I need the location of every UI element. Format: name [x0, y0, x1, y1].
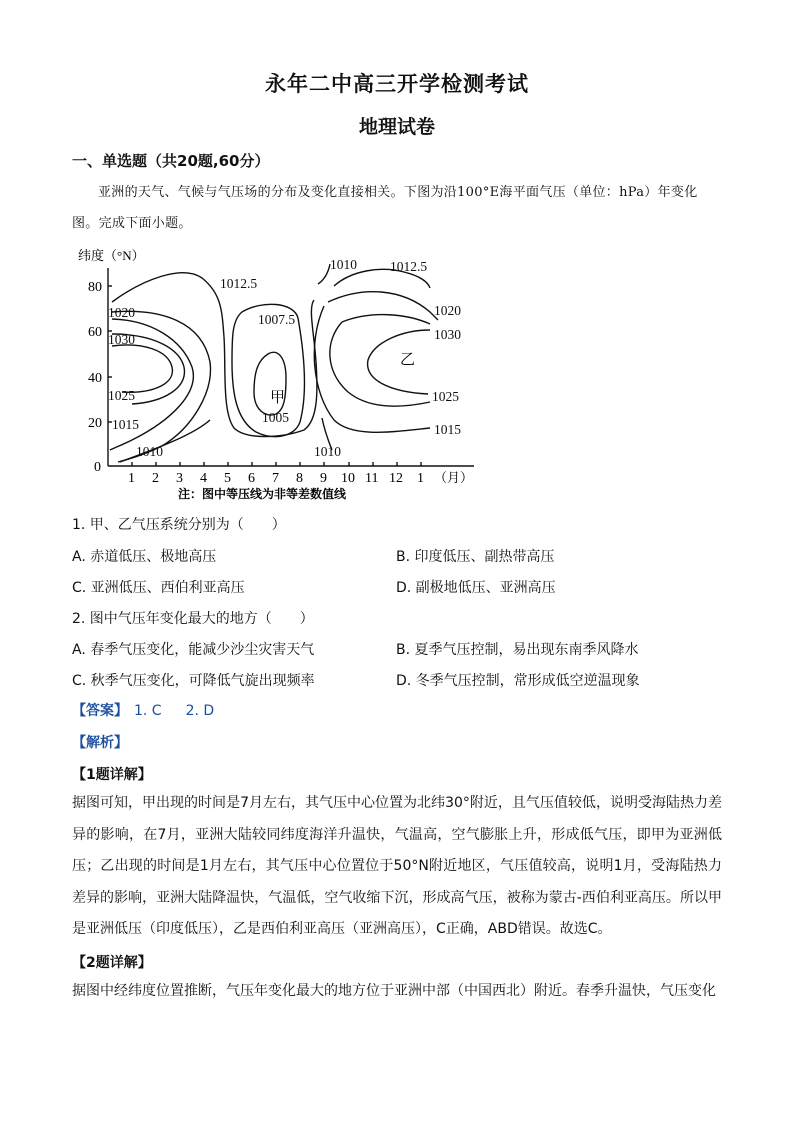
isobar-1030-right: [368, 330, 430, 394]
answer-tag: 【答案】: [72, 703, 128, 719]
q2-option-a[interactable]: A. 春季气压变化，能减少沙尘灾害天气: [72, 642, 315, 658]
svg-text:1020: 1020: [434, 303, 461, 318]
svg-text:1012.5: 1012.5: [390, 259, 428, 274]
q1-option-b[interactable]: B. 印度低压、副热带高压: [396, 549, 555, 565]
q1-option-a[interactable]: A. 赤道低压、极地高压: [72, 549, 217, 565]
y-axis-label: 纬度（°N）: [78, 248, 145, 263]
detail-1-header: 【1题详解】: [72, 767, 152, 783]
svg-text:1010: 1010: [314, 444, 341, 459]
y-tick: 60: [88, 325, 102, 340]
exam-title: 永年二中高三开学检测考试: [265, 71, 529, 96]
answer-2: 2. D: [185, 703, 215, 719]
svg-text:1030: 1030: [108, 332, 135, 347]
pressure-system-jia: 甲: [270, 390, 286, 406]
question-2-stem: 2. 图中气压年变化最大的地方（ ）: [72, 611, 314, 627]
q2-option-c[interactable]: C. 秋季气压变化，可降低气旋出现频率: [72, 673, 315, 689]
svg-text:1015: 1015: [112, 417, 139, 432]
x-tick: 2: [152, 471, 159, 486]
svg-text:1010: 1010: [330, 257, 357, 272]
answer-1: 1. C: [134, 703, 162, 719]
svg-text:1020: 1020: [108, 305, 135, 320]
question-intro: 亚洲的天气、气候与气压场的分布及变化直接相关。下图为沿100°E海平面气压（单位：hPa）年变化图。完成下面小题。: [72, 185, 698, 231]
y-tick: 80: [88, 280, 102, 295]
isobar-1030-left: [112, 345, 172, 392]
exam-subtitle: 地理试卷: [358, 116, 435, 138]
x-tick: 7: [272, 471, 279, 486]
x-tick: 3: [176, 471, 183, 486]
isobar-1015-right: [314, 306, 430, 432]
y-tick: 0: [94, 460, 101, 475]
x-tick: 11: [365, 471, 379, 486]
x-tick: 6: [248, 471, 255, 486]
isobar-1020-right: [328, 292, 438, 320]
x-tick: 8: [296, 471, 303, 486]
svg-text:1030: 1030: [434, 327, 461, 342]
svg-text:1025: 1025: [432, 389, 459, 404]
y-tick: 40: [88, 371, 102, 386]
svg-text:1025: 1025: [108, 388, 135, 403]
isobar-figure: [72, 242, 492, 504]
pressure-system-yi: 乙: [400, 352, 416, 368]
figure-note: 注：图中等压线为非等差数值线: [178, 487, 347, 501]
detail-1-text: 据图可知，甲出现的时间是7月左右，其气压中心位置为北纬30°附近，且气压值较低，说明受海陆热力差异的影响，在7月，亚洲大陆较同纬度海洋升温快，气温高，空气膨胀上升，形成低气压，即甲为亚洲低压；乙出现的时间是1月左右，其气压中心位置位于50°N附近地区，气压值较高，说明1月，受海陆热力差异的影响，亚洲大陆降温快，气温低，空气收缩下沉，形成高气压，被称为蒙古-西伯利亚高压。所以甲是亚洲低压（印度低压），乙是西伯利亚高压（亚洲高压），C正确，ABD错误。故选C。: [72, 795, 722, 937]
q2-option-d[interactable]: D. 冬季气压控制，常形成低空逆温现象: [396, 673, 640, 689]
x-tick: 9: [320, 471, 327, 486]
q2-option-b[interactable]: B. 夏季气压控制，易出现东南季风降水: [396, 642, 639, 658]
x-tick: 1: [417, 471, 424, 486]
svg-text:1007.5: 1007.5: [258, 312, 296, 327]
svg-text:1005: 1005: [262, 410, 289, 425]
detail-2-text: 据图中经纬度位置推断，气压年变化最大的地方位于亚洲中部（中国西北）附近。春季升温快，气压变化: [72, 983, 716, 999]
section-heading: 一、单选题（共20题,60分）: [72, 152, 270, 170]
x-tick: 5: [224, 471, 231, 486]
x-tick: 4: [200, 471, 207, 486]
x-tick: 10: [341, 471, 355, 486]
isobar-1010-top: [318, 264, 330, 284]
x-unit-label: （月）: [434, 470, 474, 485]
x-tick: 12: [389, 471, 403, 486]
answer-line: [72, 700, 214, 720]
detail-2-header: 【2题详解】: [72, 955, 152, 971]
question-1-stem: 1. 甲、乙气压系统分别为（ ）: [72, 517, 286, 533]
q1-option-d[interactable]: D. 副极地低压、亚洲高压: [396, 580, 556, 596]
x-tick: 1: [128, 471, 135, 486]
q1-option-c[interactable]: C. 亚洲低压、西伯利亚高压: [72, 580, 245, 596]
svg-text:1012.5: 1012.5: [220, 276, 258, 291]
svg-text:1010: 1010: [136, 444, 163, 459]
svg-text:1015: 1015: [434, 422, 461, 437]
analysis-tag: 【解析】: [72, 735, 128, 751]
y-tick: 20: [88, 416, 102, 431]
